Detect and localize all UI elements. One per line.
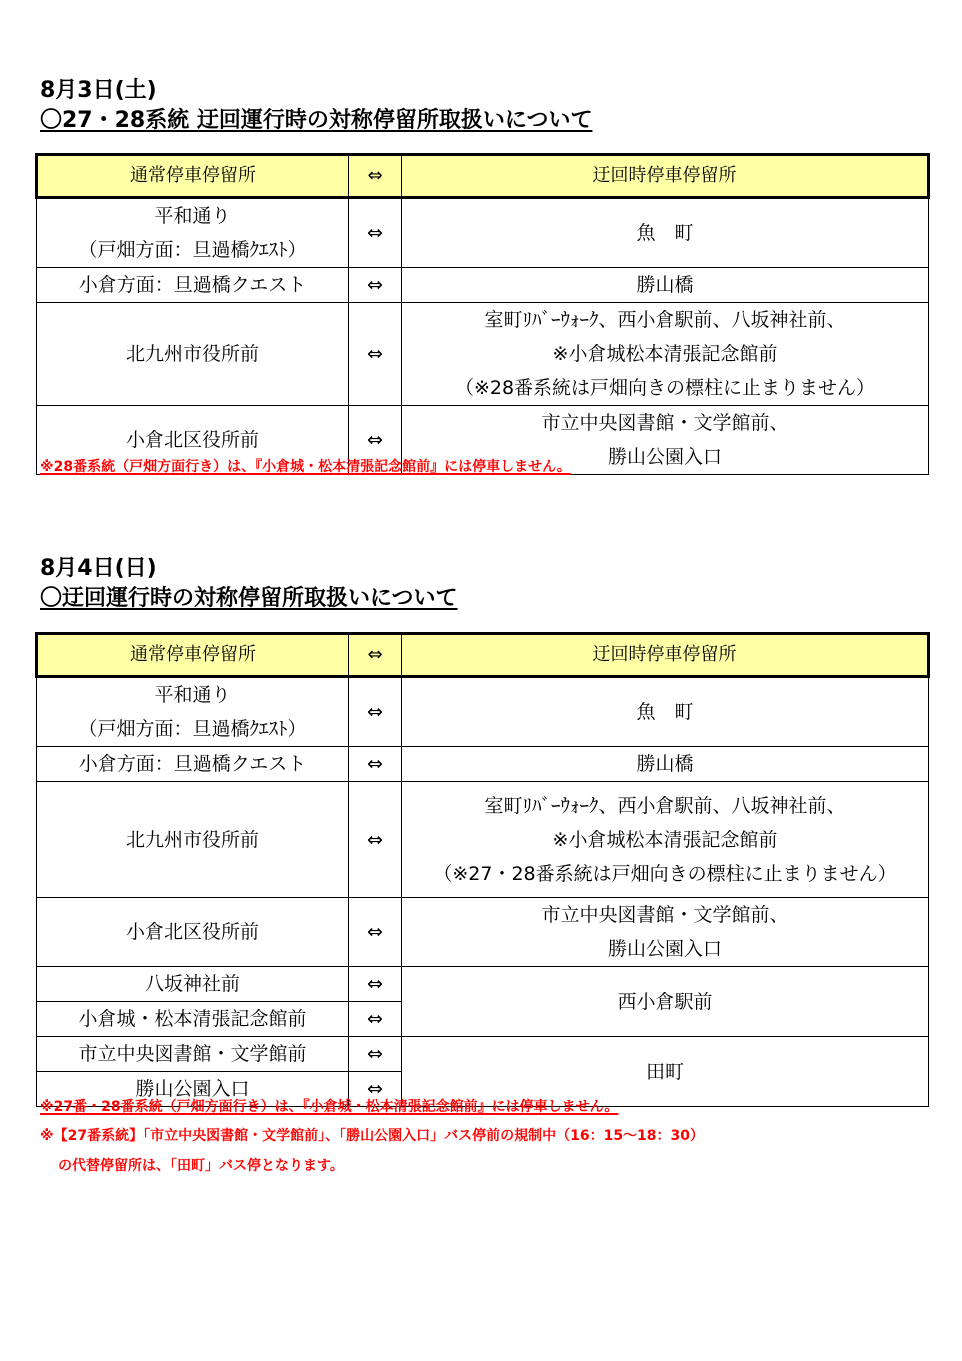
normal-stop: 北九州市役所前 (37, 782, 349, 898)
table-row (37, 268, 929, 303)
arrow: ⇔ (349, 198, 402, 268)
detour-stop: 市立中央図書館・文学館前、 勝山公園入口 (402, 406, 929, 475)
normal-stop: 小倉方面：旦過橋クエスト (37, 747, 349, 782)
arrow: ⇔ (349, 782, 402, 898)
arrow: ⇔ (349, 747, 402, 782)
normal-stop: 小倉北区役所前 (37, 406, 349, 475)
arrow: ⇔ (349, 677, 402, 747)
detour-stop: 魚 町 (402, 198, 929, 268)
table-row (37, 898, 929, 967)
detour-stop: 室町ﾘﾊﾞｰｳｫｰｸ、西小倉駅前、八坂神社前、 ※小倉城松本清張記念館前 （※28番系統は戸畑向きの標柱に止まりません） (402, 303, 929, 406)
detour-stop: 室町ﾘﾊﾞｰｳｫｰｸ、西小倉駅前、八坂神社前、 ※小倉城松本清張記念館前 （※27・28番系統は戸畑向きの標柱に止まりません） (402, 782, 929, 898)
arrow: ⇔ (349, 268, 402, 303)
normal-stop: 小倉城・松本清張記念館前 (37, 1002, 349, 1037)
arrow: ⇔ (349, 898, 402, 967)
header-detour-stop: 迂回時停車停留所 (402, 155, 929, 198)
table-row (37, 747, 929, 782)
section2-note2: ※【27番系統】「市立中央図書館・文学館前」、「勝山公園入口」バス停前の規制中（16：15～18：30） (40, 1128, 705, 1144)
normal-stop: 小倉方面：旦過橋クエスト (37, 268, 349, 303)
section2-note3: の代替停留所は、「田町」バス停となります。 (58, 1158, 344, 1174)
arrow: ⇔ (349, 1072, 402, 1107)
arrow: ⇔ (349, 303, 402, 406)
detour-stop: 田町 (402, 1037, 929, 1107)
section2-date: 8月4日(日) (40, 556, 157, 581)
arrow: ⇔ (349, 1037, 402, 1072)
table-row (37, 1037, 929, 1072)
table-row (37, 303, 929, 406)
section1-title: 〇27・28系統 迂回運行時の対称停留所取扱いについて (40, 108, 593, 133)
normal-stop: 北九州市役所前 (37, 303, 349, 406)
header-normal-stop: 通常停車停留所 (37, 155, 349, 198)
arrow: ⇔ (349, 406, 402, 475)
section2-note1: ※27番・28番系統（戸畑方面行き）は、『小倉城・松本清張記念館前』には停車しません。 (40, 1099, 619, 1115)
detour-stop: 市立中央図書館・文学館前、 勝山公園入口 (402, 898, 929, 967)
header-arrow: ⇔ (349, 634, 402, 677)
normal-stop: 市立中央図書館・文学館前 (37, 1037, 349, 1072)
table-row (37, 967, 929, 1002)
detour-stop: 勝山橋 (402, 747, 929, 782)
section2-title: 〇迂回運行時の対称停留所取扱いについて (40, 586, 458, 611)
header-normal-stop: 通常停車停留所 (37, 634, 349, 677)
normal-stop: 勝山公園入口 (37, 1072, 349, 1107)
section1-table (35, 153, 930, 475)
normal-stop: 小倉北区役所前 (37, 898, 349, 967)
table-row (37, 782, 929, 898)
table-header-row (37, 155, 929, 198)
detour-stop: 魚 町 (402, 677, 929, 747)
section1-note: ※28番系統（戸畑方面行き）は、『小倉城・松本清張記念館前』には停車しません。 (40, 459, 571, 475)
header-detour-stop: 迂回時停車停留所 (402, 634, 929, 677)
table-row (37, 677, 929, 747)
normal-stop: 八坂神社前 (37, 967, 349, 1002)
normal-stop: 平和通り （戸畑方面：旦過橋ｸｴｽﾄ） (37, 677, 349, 747)
section2-table (35, 632, 930, 1107)
table-header-row (37, 634, 929, 677)
section1-date: 8月3日(土) (40, 78, 157, 103)
header-arrow: ⇔ (349, 155, 402, 198)
arrow: ⇔ (349, 967, 402, 1002)
detour-stop: 西小倉駅前 (402, 967, 929, 1037)
detour-stop: 勝山橋 (402, 268, 929, 303)
table-row (37, 198, 929, 268)
normal-stop: 平和通り （戸畑方面：旦過橋ｸｴｽﾄ） (37, 198, 349, 268)
arrow: ⇔ (349, 1002, 402, 1037)
